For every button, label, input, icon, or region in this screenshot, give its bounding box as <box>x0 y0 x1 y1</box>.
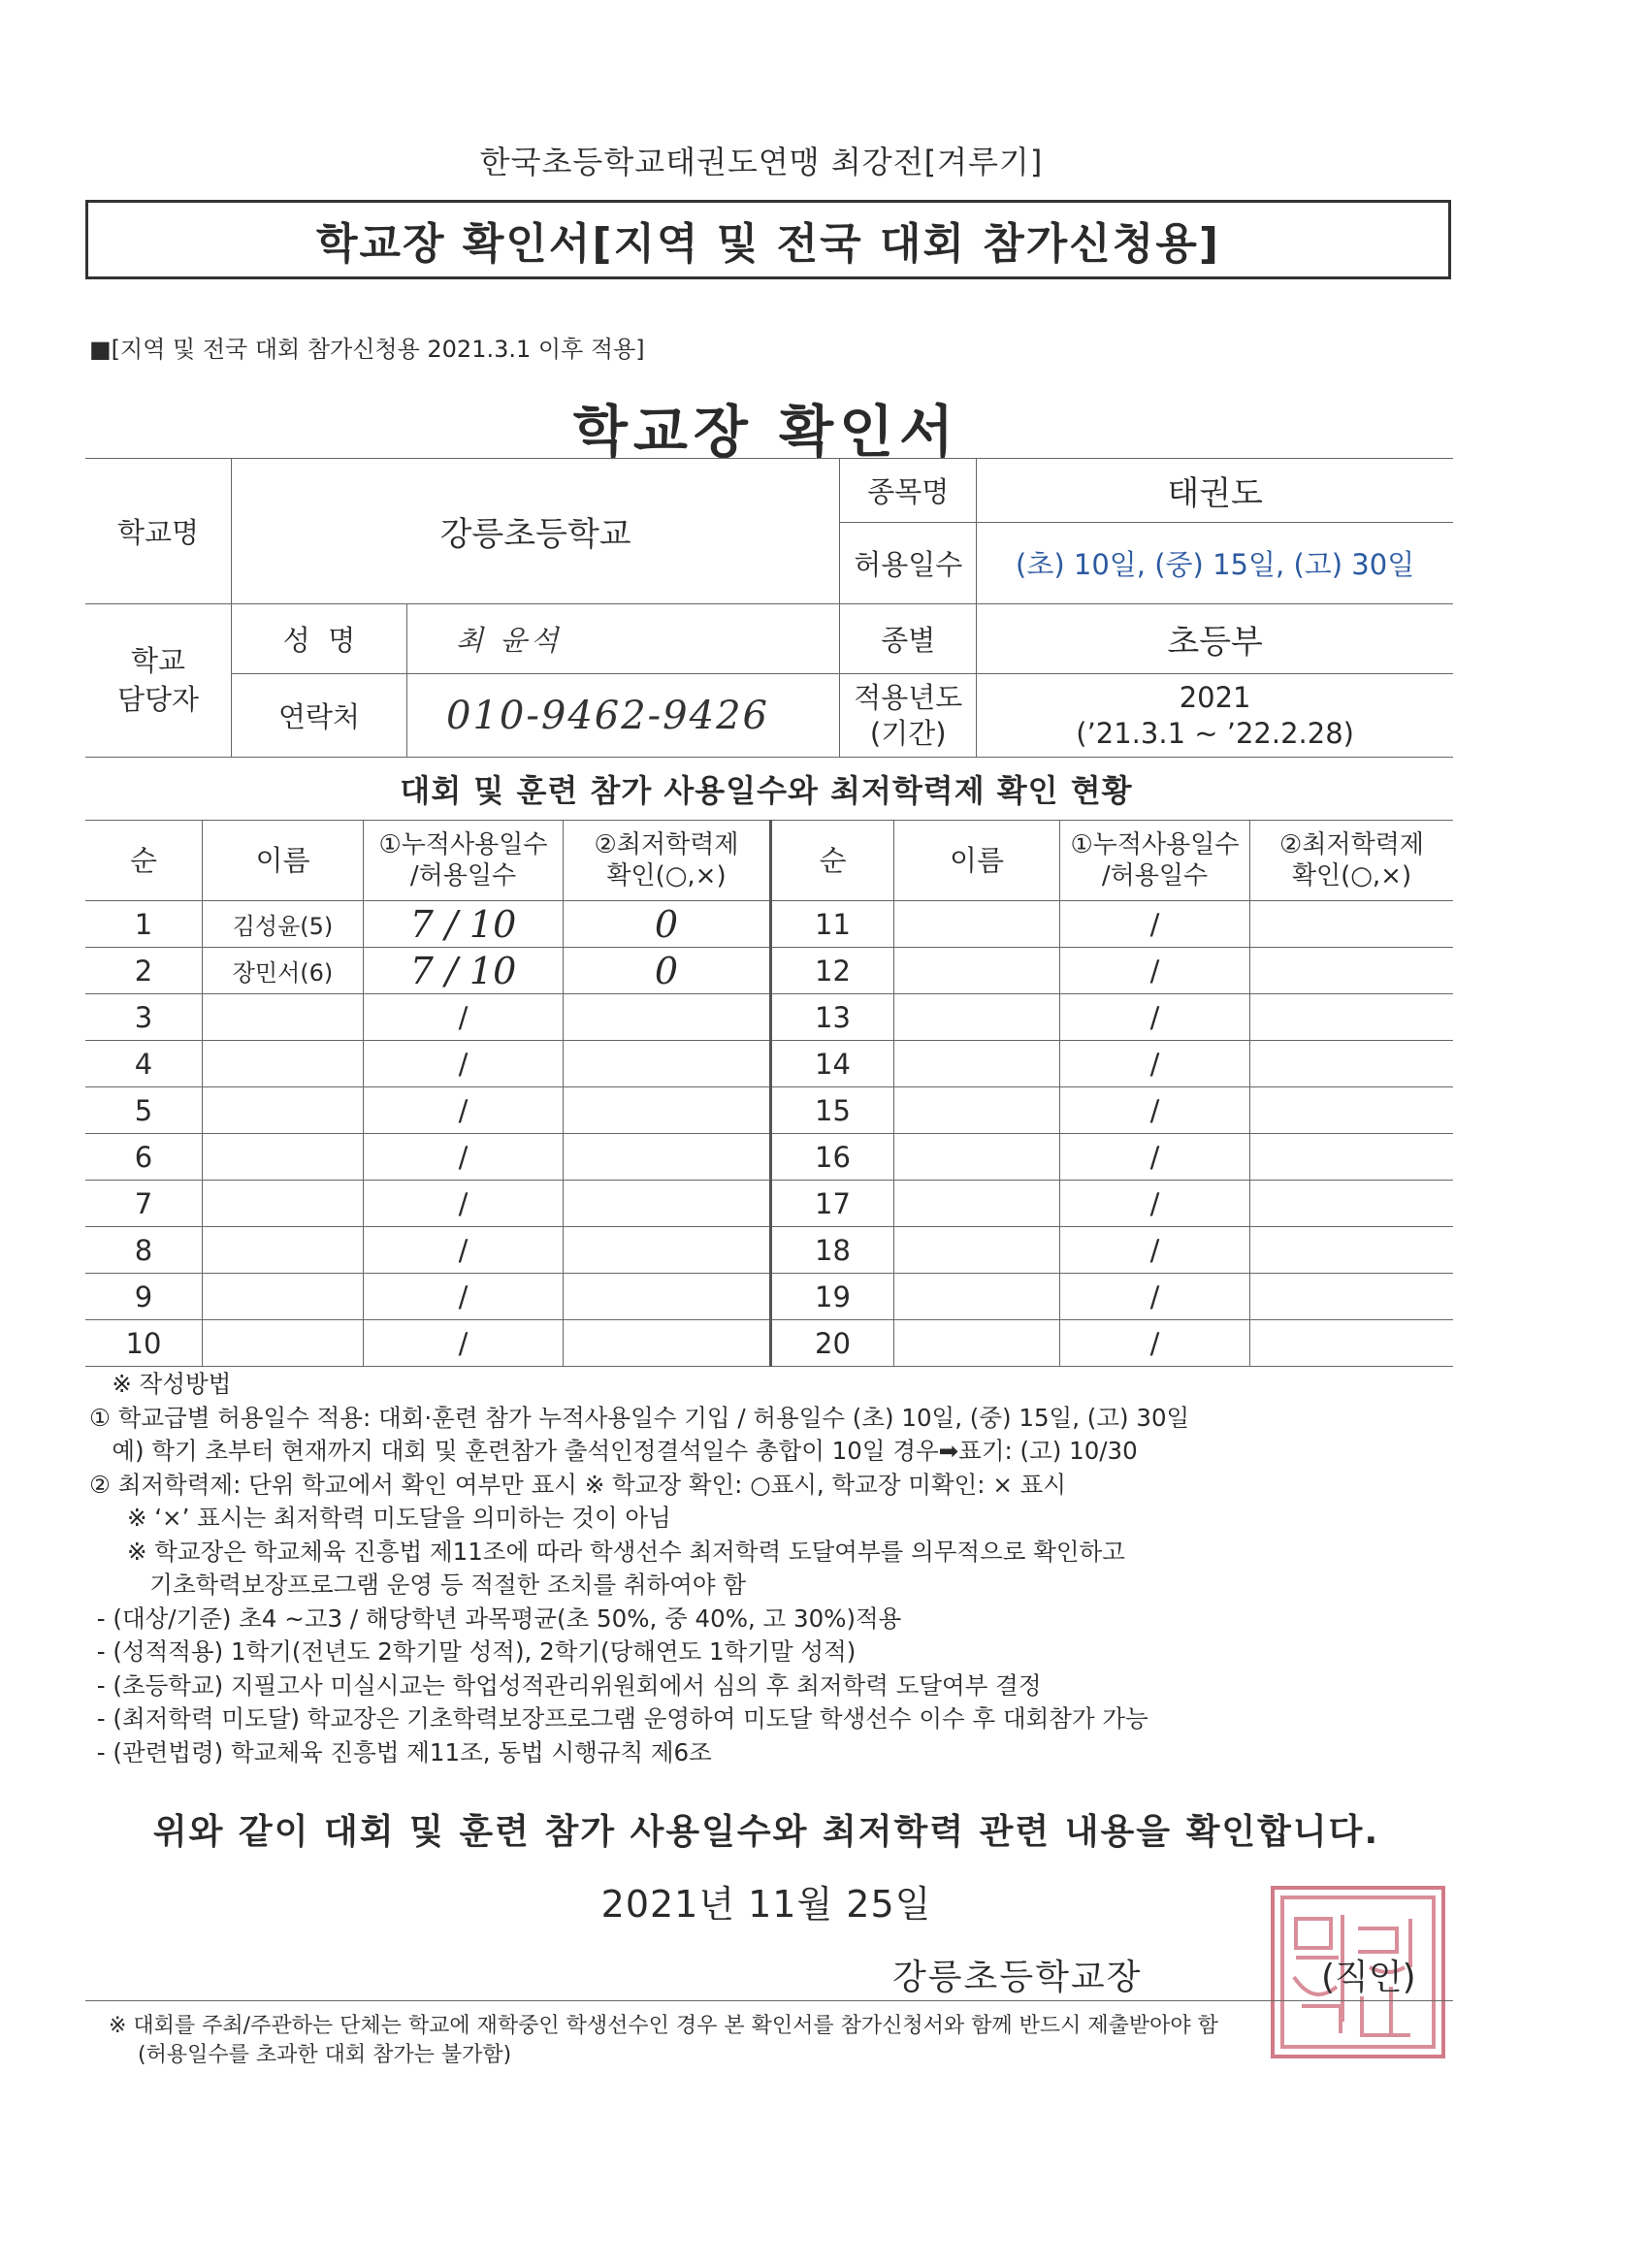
year-label: 적용년도 (기간) <box>840 674 977 758</box>
footer-line: (허용일수를 초과한 대회 참가는 불가함) <box>138 2043 512 2067</box>
academic-check <box>564 1087 771 1134</box>
table-row <box>85 994 1453 1041</box>
academic-check: 0 <box>564 901 771 948</box>
row-number: 16 <box>771 1134 894 1181</box>
academic-check <box>1250 948 1454 994</box>
academic-check <box>564 1274 771 1320</box>
academic-check <box>564 1320 771 1367</box>
table-row <box>85 1320 1453 1367</box>
school-label: 학교명 <box>85 459 232 604</box>
col-academic-header: ②최저학력제 확인(○,×) <box>564 821 771 901</box>
instruction-line: 예) 학기 초부터 현재까지 대회 및 훈련참가 출석인정결석일수 총합이 10일 경우➡표기: (고) 10/30 <box>89 1437 1138 1465</box>
days-used: / <box>364 1041 564 1087</box>
student-name <box>894 1181 1060 1227</box>
student-name <box>894 1274 1060 1320</box>
main-title: 학교장 확인서[지역 및 전국 대회 참가신청용] <box>316 219 1220 269</box>
phone-label: 연락처 <box>232 674 407 758</box>
days-used: / <box>364 1227 564 1274</box>
days-used: / <box>1060 1274 1250 1320</box>
student-name <box>203 1320 364 1367</box>
academic-check <box>564 1041 771 1087</box>
col-no-header: 순 <box>771 821 894 901</box>
instruction-line: ※ ‘×’ 표시는 최저학력 미도달을 의미하는 것이 아님 <box>89 1504 671 1532</box>
status-title: 대회 및 훈련 참가 사용일수와 최저학력제 확인 현황 <box>400 772 1133 809</box>
col-days-header: ①누적사용일수 /허용일수 <box>364 821 564 901</box>
days-used: / <box>364 1320 564 1367</box>
academic-check <box>1250 1274 1454 1320</box>
row-number: 15 <box>771 1087 894 1134</box>
seal-label: (직인) <box>1321 1958 1416 1997</box>
days-used: / <box>1060 901 1250 948</box>
days-used: / <box>1060 1134 1250 1181</box>
row-number: 6 <box>85 1134 203 1181</box>
row-number: 11 <box>771 901 894 948</box>
row-number: 10 <box>85 1320 203 1367</box>
year-cell <box>977 674 1453 758</box>
instruction-line: ※ 작성방법 <box>89 1370 232 1398</box>
phone-handwritten: 010-9462-9426 <box>407 674 840 758</box>
student-name <box>894 1041 1060 1087</box>
instruction-line: ② 최저학력제: 단위 학교에서 확인 여부만 표시 ※ 학교장 확인: ○표시, 학교장 미확인: × 표시 <box>89 1470 1066 1499</box>
footer-line: ※ 대회를 주최/주관하는 단체는 학교에 재학중인 학생선수인 경우 본 확인서를 참가신청서와 함께 반드시 제출받아야 함 <box>109 2014 1218 2038</box>
academic-check <box>564 1181 771 1227</box>
school-value: 강릉초등학교 <box>232 459 840 604</box>
student-name <box>894 1320 1060 1367</box>
instruction-line: 기초학력보장프로그램 운영 등 적절한 조치를 취하여야 함 <box>89 1571 747 1599</box>
row-number: 4 <box>85 1041 203 1087</box>
days-used: / <box>1060 1320 1250 1367</box>
category-label: 종별 <box>840 604 977 674</box>
applicability-note: ■[지역 및 전국 대회 참가신청용 2021.3.1 이후 적용] <box>89 336 645 363</box>
table-row <box>85 1134 1453 1181</box>
table-row <box>85 1274 1453 1320</box>
info-table <box>85 458 1453 758</box>
name-handwritten: 최 윤석 <box>407 604 840 674</box>
days-used: 7 / 10 <box>364 948 564 994</box>
principal-title: 강릉초등학교장 <box>892 1958 1143 1997</box>
category-value: 초등부 <box>977 604 1453 674</box>
days-used: / <box>364 1274 564 1320</box>
academic-check <box>1250 1181 1454 1227</box>
days-used: / <box>364 1087 564 1134</box>
student-name <box>203 1227 364 1274</box>
student-name <box>894 901 1060 948</box>
row-number: 8 <box>85 1227 203 1274</box>
academic-check <box>1250 1134 1454 1181</box>
instructions <box>89 1368 1486 1769</box>
days-used: / <box>1060 1041 1250 1087</box>
table-row <box>85 1087 1453 1134</box>
instruction-line: - (성적적용) 1학기(전년도 2학기말 성적), 2학기(당해연도 1학기말 성적) <box>89 1637 857 1666</box>
days-used: / <box>1060 948 1250 994</box>
academic-check <box>564 994 771 1041</box>
instruction-line: - (대상/기준) 초4 ~고3 / 해당학년 과목평균(초 50%, 중 40%, 고 30%)적용 <box>89 1604 902 1633</box>
name-label: 성 명 <box>232 604 407 674</box>
table-row <box>85 1227 1453 1274</box>
academic-check <box>564 1227 771 1274</box>
row-number: 18 <box>771 1227 894 1274</box>
days-used: / <box>364 1134 564 1181</box>
student-name <box>203 994 364 1041</box>
student-name <box>894 948 1060 994</box>
certificate-title: 학교장 확인서 <box>572 399 960 465</box>
instruction-line: ① 학교급별 허용일수 적용: 대회·훈련 참가 누적사용일수 기입 / 허용일수 (초) 10일, (중) 15일, (고) 30일 <box>89 1403 1190 1432</box>
student-name <box>203 1274 364 1320</box>
student-name <box>894 1134 1060 1181</box>
allowed-days-label: 허용일수 <box>840 523 977 604</box>
row-number: 7 <box>85 1181 203 1227</box>
student-name <box>203 1134 364 1181</box>
table-row <box>85 1041 1453 1087</box>
event-value: 태권도 <box>977 459 1453 523</box>
federation-title: 한국초등학교태권도연맹 최강전[겨루기] <box>479 144 1044 180</box>
academic-check <box>1250 901 1454 948</box>
student-name <box>894 994 1060 1041</box>
row-number: 19 <box>771 1274 894 1320</box>
row-number: 17 <box>771 1181 894 1227</box>
col-name-header: 이름 <box>894 821 1060 901</box>
student-name: 김성윤(5) <box>203 901 364 948</box>
academic-check <box>564 1134 771 1181</box>
allowed-days-value: (초) 10일, (중) 15일, (고) 30일 <box>977 523 1453 604</box>
col-days-header: ①누적사용일수 /허용일수 <box>1060 821 1250 901</box>
row-number: 20 <box>771 1320 894 1367</box>
col-academic-header: ②최저학력제 확인(○,×) <box>1250 821 1454 901</box>
academic-check <box>1250 1227 1454 1274</box>
footer-note <box>109 2012 1486 2070</box>
student-name: 장민서(6) <box>203 948 364 994</box>
days-used: / <box>1060 1181 1250 1227</box>
academic-check: 0 <box>564 948 771 994</box>
row-number: 3 <box>85 994 203 1041</box>
days-used: / <box>1060 1087 1250 1134</box>
days-used: / <box>1060 994 1250 1041</box>
status-table <box>85 820 1453 1367</box>
event-label: 종목명 <box>840 459 977 523</box>
instruction-line: ※ 학교장은 학교체육 진흥법 제11조에 따라 학생선수 최저학력 도달여부를 의무적으로 확인하고 <box>89 1537 1125 1566</box>
row-number: 13 <box>771 994 894 1041</box>
col-no-header: 순 <box>85 821 203 901</box>
row-number: 12 <box>771 948 894 994</box>
student-name <box>203 1041 364 1087</box>
days-used: / <box>364 994 564 1041</box>
confirmation-statement: 위와 같이 대회 및 훈련 참가 사용일수와 최저학력 관련 내용을 확인합니다. <box>152 1812 1380 1852</box>
divider <box>85 2000 1453 2001</box>
col-name-header: 이름 <box>203 821 364 901</box>
table-row <box>85 901 1453 948</box>
main-title-box <box>85 200 1451 279</box>
instruction-line: - (초등학교) 지필고사 미실시교는 학업성적관리위원회에서 심의 후 최저학력 도달여부 결정 <box>89 1670 1042 1700</box>
academic-check <box>1250 1041 1454 1087</box>
row-number: 1 <box>85 901 203 948</box>
days-used: / <box>1060 1227 1250 1274</box>
student-name <box>894 1227 1060 1274</box>
student-name <box>894 1087 1060 1134</box>
table-row <box>85 948 1453 994</box>
instruction-line: - (관련법령) 학교체육 진흥법 제11조, 동법 시행규칙 제6조 <box>89 1737 712 1766</box>
academic-check <box>1250 1087 1454 1134</box>
academic-check <box>1250 1320 1454 1367</box>
student-name <box>203 1087 364 1134</box>
student-name <box>203 1181 364 1227</box>
instruction-line: - (최저학력 미도달) 학교장은 기초학력보장프로그램 운영하여 미도달 학생선수 이수 후 대회참가 가능 <box>89 1704 1148 1733</box>
row-number: 14 <box>771 1041 894 1087</box>
row-number: 5 <box>85 1087 203 1134</box>
contact-person-label: 학교 담당자 <box>85 604 232 758</box>
table-row <box>85 1181 1453 1227</box>
period-value: (’21.3.1 ~ ’22.2.28) <box>1076 716 1354 750</box>
academic-check <box>1250 994 1454 1041</box>
row-number: 9 <box>85 1274 203 1320</box>
days-used: / <box>364 1181 564 1227</box>
days-used: 7 / 10 <box>364 901 564 948</box>
year-value: 2021 <box>1179 681 1251 715</box>
row-number: 2 <box>85 948 203 994</box>
issue-date: 2021년 11월 25일 <box>600 1883 932 1926</box>
